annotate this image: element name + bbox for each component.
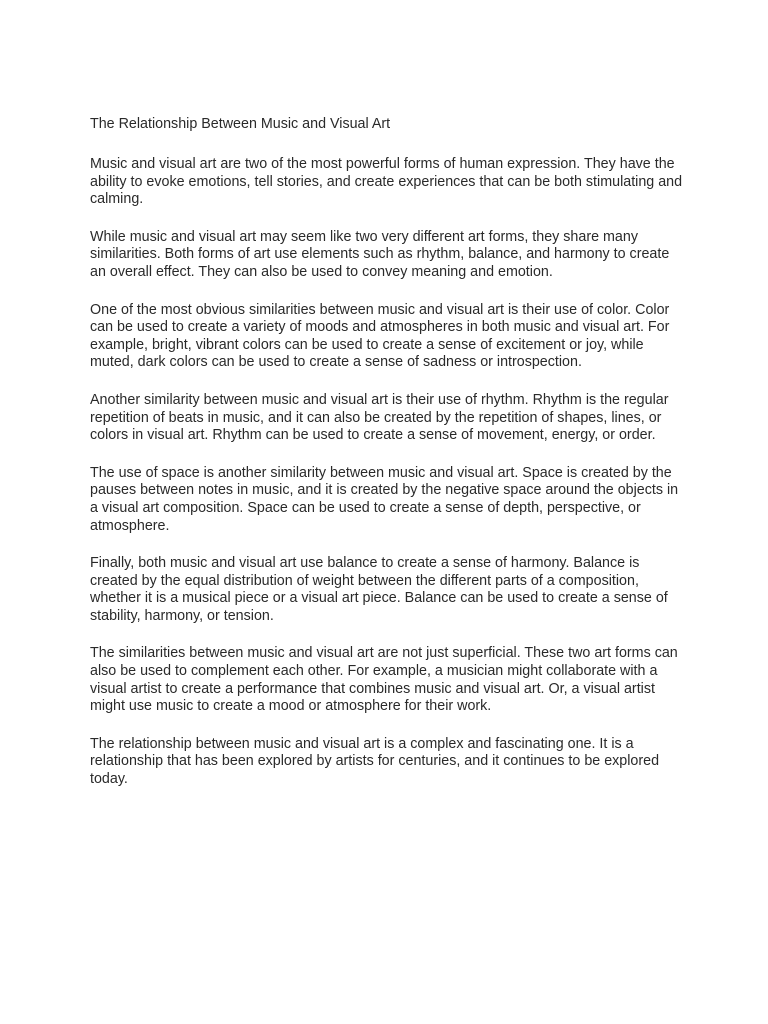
paragraph-8: The relationship between music and visual art is a complex and fascinating one. It is a relationship that has been explored by artists for centuries, and it continues to be explored today.	[90, 735, 660, 788]
paragraph-5: The use of space is another similarity between music and visual art. Space is created by the pauses between notes in music, and it is created by the negative space around the objects in a visual art composition. Space can be used to create a sense of depth, perspective, or atmosphere.	[90, 464, 679, 534]
paragraph-2: While music and visual art may seem like two very different art forms, they share many similarities. Both forms of art use elements such as rhythm, balance, and harmony to create an overall effect. They can also be used to convey meaning and emotion.	[90, 228, 670, 280]
paragraph-7: The similarities between music and visual art are not just superficial. These two art forms can also be used to complement each other. For example, a musician might collaborate with a visual artist to create a performance that combines music and visual art. Or, a visual artist might use music to create a mood or atmosphere for their work.	[90, 645, 678, 715]
document-title: The Relationship Between Music and Visual Art	[90, 116, 391, 132]
paragraph-3: One of the most obvious similarities between music and visual art is their use of color. Color can be used to create a variety of moods and atmospheres in both music and visual art. For example, bright, vibrant colors can be used to create a sense of excitement or joy, while muted, dark colors can be used to create a sense of sadness or introspection.	[90, 301, 670, 371]
paragraph-1: Music and visual art are two of the most powerful forms of human expression. They have the ability to evoke emotions, tell stories, and create experiences that can be both stimulating and calming.	[90, 156, 683, 208]
document-page	[90, 114, 686, 809]
paragraph-4: Another similarity between music and visual art is their use of rhythm. Rhythm is the regular repetition of beats in music, and it can also be created by the repetition of shapes, lines, or colors in visual art. Rhythm can be used to create a sense of movement, energy, or order.	[90, 391, 669, 444]
paragraph-6: Finally, both music and visual art use balance to create a sense of harmony. Balance is created by the equal distribution of weight between the different parts of a composition, whether it is a musical piece or a visual art piece. Balance can be used to create a sense of stability, harmony, or tension.	[90, 555, 668, 624]
